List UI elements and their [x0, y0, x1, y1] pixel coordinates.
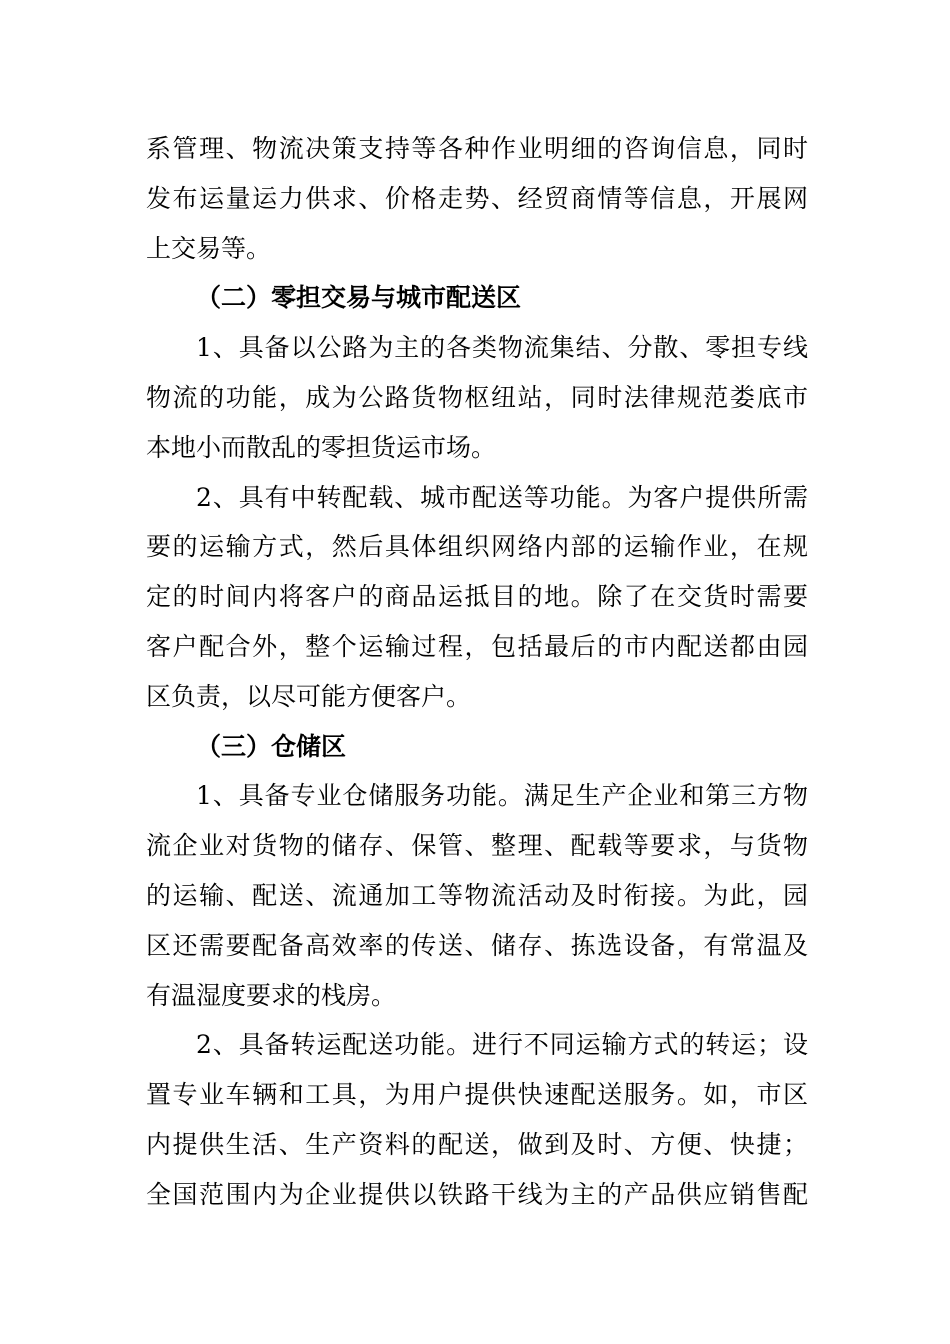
paragraph-line: 有温湿度要求的栈房。 [146, 980, 397, 1010]
paragraph-line: 2、具备转运配送功能。进行不同运输方式的转运；设 [196, 1030, 808, 1060]
paragraph-line: 发布运量运力供求、价格走势、经贸商情等信息，开展网 [146, 183, 808, 213]
section-heading-3: （三）仓储区 [196, 731, 347, 761]
paragraph-line: 上交易等。 [146, 233, 272, 263]
paragraph-line: 区还需要配备高效率的传送、储存、拣选设备，有常温及 [146, 930, 808, 960]
paragraph-line: 物流的功能，成为公路货物枢纽站，同时法律规范娄底市 [146, 382, 808, 412]
paragraph-line: 要的运输方式，然后具体组织网络内部的运输作业，在规 [146, 532, 808, 562]
paragraph-line: 流企业对货物的储存、保管、整理、配载等要求，与货物 [146, 831, 808, 861]
paragraph-line: 1、具备以公路为主的各类物流集结、分散、零担专线 [196, 333, 808, 363]
paragraph-line: 内提供生活、生产资料的配送，做到及时、方便、快捷； [146, 1129, 808, 1159]
paragraph-line: 系管理、物流决策支持等各种作业明细的咨询信息，同时 [146, 134, 808, 163]
paragraph-line: 区负责，以尽可能方便客户。 [146, 681, 472, 711]
paragraph-line: 定的时间内将客户的商品运抵目的地。除了在交货时需要 [146, 582, 808, 612]
paragraph-line: 全国范围内为企业提供以铁路干线为主的产品供应销售配 [146, 1179, 808, 1209]
paragraph-line: 本地小而散乱的零担货运市场。 [146, 432, 497, 462]
paragraph-line: 置专业车辆和工具，为用户提供快速配送服务。如，市区 [146, 1080, 808, 1110]
paragraph-line: 2、具有中转配载、城市配送等功能。为客户提供所需 [196, 482, 808, 512]
section-heading-2: （二）零担交易与城市配送区 [196, 283, 522, 313]
paragraph-line: 1、具备专业仓储服务功能。满足生产企业和第三方物 [196, 781, 808, 811]
paragraph-line: 客户配合外，整个运输过程，包括最后的市内配送都由园 [146, 631, 808, 661]
paragraph-line: 的运输、配送、流通加工等物流活动及时衔接。为此，园 [146, 880, 808, 910]
document-body [146, 124, 808, 1220]
